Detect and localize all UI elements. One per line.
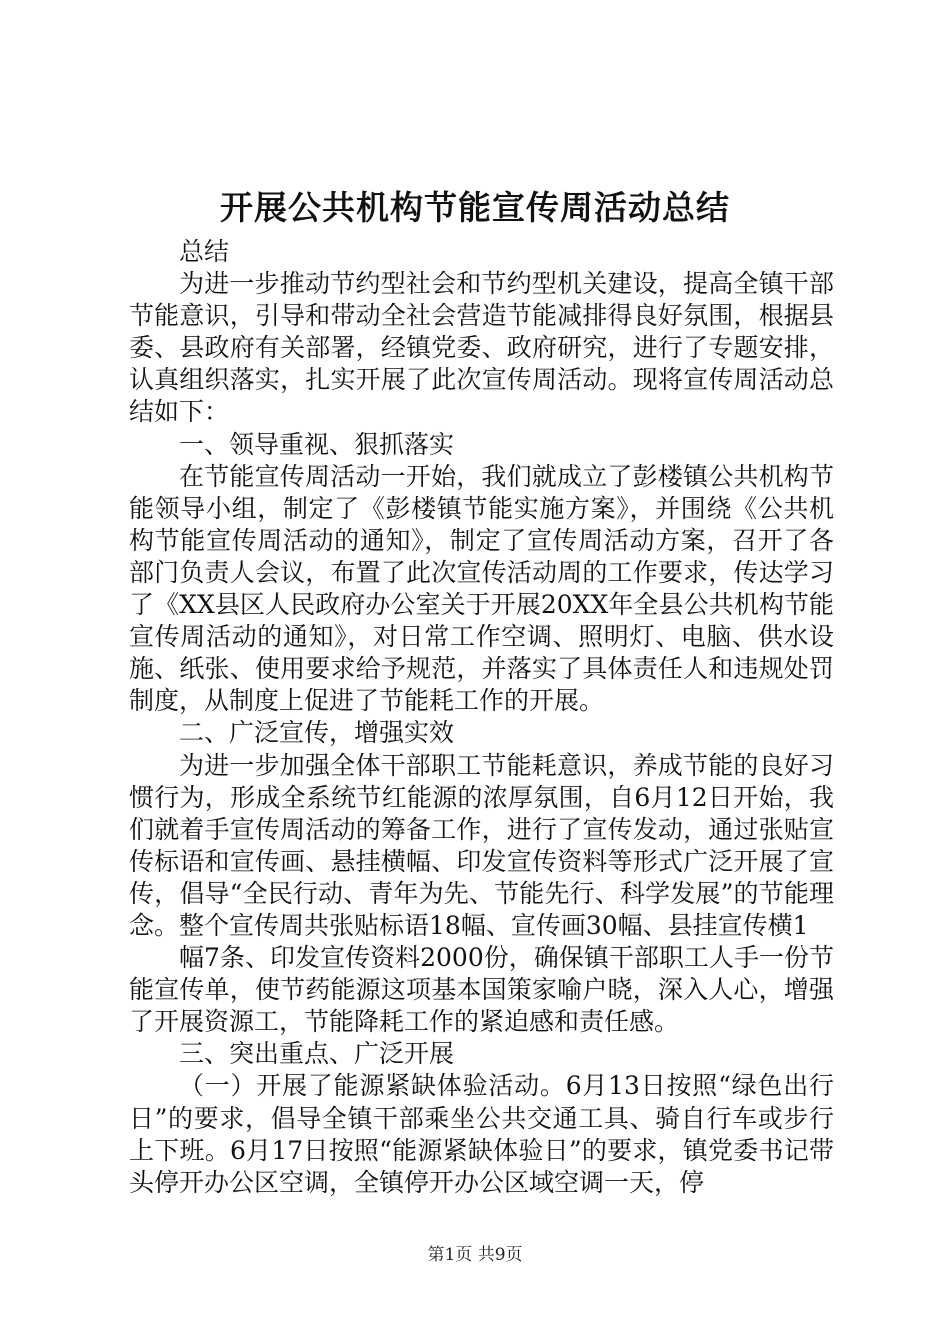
page-number: 第1页 共9页	[427, 1245, 523, 1265]
paragraph-section-2b: 幅7条、印发宣传资料2000份，确保镇干部职工人手一份节能宣传单，使节药能源这项基本国策家喻户晓，深入人心，增强了开展资源工，节能降耗工作的紧迫感和责任感。	[129, 943, 834, 1037]
paragraph-section-2a: 为进一步加强全体干部职工节能耗意识，养成节能的良好习惯行为，形成全系统节红能源的浓厚氛围，自6月12日开始，我们就着手宣传周活动的筹备工作，进行了宣传发动，通过张贴宣传标语和宣传画、悬挂横幅、印发宣传资料等形式广泛开展了宣传，倡导“全民行动、青年为先、节能先行、科学发展”的节能理念。整个宣传周共张贴标语18幅、宣传画30幅、县挂宣传横1	[129, 750, 834, 940]
document-title: 开展公共机构节能宣传周活动总结	[220, 188, 730, 227]
document-body	[129, 236, 834, 1199]
section-heading-3: 三、突出重点、广泛开展	[179, 1039, 455, 1069]
paragraph-intro: 为进一步推动节约型社会和节约型机关建设，提高全镇干部节能意识，引导和带动全社会营造节能减排得良好氛围，根据县委、县政府有关部署，经镇党委、政府研究，进行了专题安排，认真组织落实，扎实开展了此次宣传周活动。现将宣传周活动总结如下：	[129, 269, 834, 427]
section-heading-1: 一、领导重视、狠抓落实	[179, 429, 455, 459]
paragraph-section-3: （一）开展了能源紧缺体验活动。6月13日按照“绿色出行日”的要求，倡导全镇干部乘坐公共交通工具、骑自行车或步行上下班。6月17日按照“能源紧缺体验日”的要求，镇党委书记带头停开办公区空调，全镇停开办公区域空调一天，停	[129, 1071, 834, 1197]
section-label-summary: 总结	[179, 237, 230, 266]
paragraph-section-1: 在节能宣传周活动一开始，我们就成立了彭楼镇公共机构节能领导小组，制定了《彭楼镇节能实施方案》，并围绕《公共机构节能宣传周活动的通知》，制定了宣传周活动方案，召开了各部门负责人会议，布置了此次宣传活动周的工作要求，传达学习了《XX县区人民政府办公室关于开展20XX年全县公共机构节能宣传周活动的通知》，对日常工作空调、照明灯、电脑、供水设施、纸张、使用要求给予规范，并落实了具体责任人和违规处罚制度，从制度上促进了节能耗工作的开展。	[129, 461, 834, 716]
section-heading-2: 二、广泛宣传，增强实效	[179, 718, 455, 748]
